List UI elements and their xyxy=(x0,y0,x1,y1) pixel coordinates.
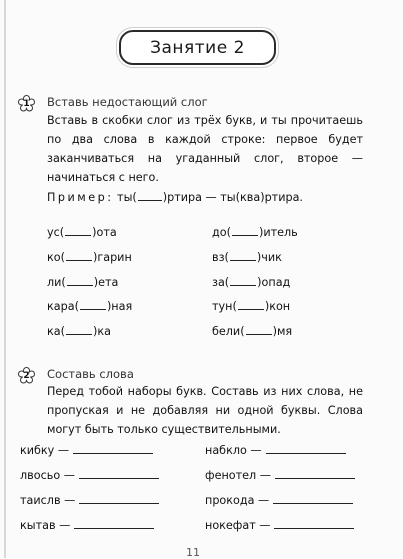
answer-line[interactable] xyxy=(273,493,353,504)
anagram-item: набкло — xyxy=(205,443,346,457)
answer-blank[interactable] xyxy=(230,275,256,286)
example-line xyxy=(47,189,303,204)
task-number-badge-2 xyxy=(18,367,35,384)
syllable-item: ка( )ка xyxy=(47,325,111,338)
answer-blank[interactable] xyxy=(230,250,256,261)
task-number-1: 1 xyxy=(23,98,30,109)
answer-blank[interactable] xyxy=(246,324,272,335)
syllable-item: тун( )кон xyxy=(212,300,291,313)
syllable-item: до( )итель xyxy=(212,226,298,239)
answer-blank[interactable] xyxy=(67,275,93,286)
answer-blank[interactable] xyxy=(80,299,106,310)
answer-line[interactable] xyxy=(266,443,346,454)
example-blank xyxy=(138,189,162,201)
answer-line[interactable] xyxy=(275,468,355,479)
example-mid: )ртира — ты( xyxy=(162,191,240,204)
example-first: ты( xyxy=(117,191,137,204)
page-edge xyxy=(4,0,6,558)
section-heading-missing-syllable: Вставь недостающий слог xyxy=(47,95,208,109)
answer-blank[interactable] xyxy=(238,299,264,310)
answer-line[interactable] xyxy=(79,493,159,504)
answer-blank[interactable] xyxy=(66,324,92,335)
example-end: )ртира. xyxy=(260,191,303,204)
answer-blank[interactable] xyxy=(65,225,91,236)
syllable-item: бели( )мя xyxy=(212,325,293,338)
anagram-item: лвосьо — xyxy=(20,468,159,482)
section1-instruction: Вставь в скобки слог из трёх букв, и ты прочитаешь по два слова в каждой строке: первое будет заканчиваться на угаданный слог, второе — начинаться с него. xyxy=(47,114,363,184)
answer-line[interactable] xyxy=(79,468,159,479)
example-label: Пример: xyxy=(47,191,114,204)
anagram-item: прокода — xyxy=(205,493,353,507)
answer-blank[interactable] xyxy=(232,225,258,236)
task-number-badge-1 xyxy=(18,95,35,112)
section-heading-make-words: Составь слова xyxy=(47,367,134,381)
syllable-item: ли( )ета xyxy=(47,276,119,289)
example-answer: ква xyxy=(240,191,261,204)
syllable-item: за( )опад xyxy=(212,276,291,289)
anagram-item: нокефат — xyxy=(205,518,354,532)
task-number-2: 2 xyxy=(23,370,30,381)
anagram-item: таислв — xyxy=(20,493,159,507)
syllable-item: вз( )чик xyxy=(212,251,282,264)
syllable-item: ко( )гарин xyxy=(47,251,132,264)
anagram-item: кибку — xyxy=(20,443,153,457)
syllable-item: ус( )ота xyxy=(47,226,117,239)
anagram-item: кытав — xyxy=(20,518,154,532)
page-title: Занятие 2 xyxy=(119,30,276,65)
answer-line[interactable] xyxy=(74,518,154,529)
answer-line[interactable] xyxy=(274,518,354,529)
answer-line[interactable] xyxy=(73,443,153,454)
syllable-item: кара( )ная xyxy=(47,300,133,313)
answer-blank[interactable] xyxy=(66,250,92,261)
anagram-item: фенотел — xyxy=(205,468,355,482)
page-number: 11 xyxy=(186,546,200,559)
section2-instruction: Перед тобой наборы букв. Составь из них слова, не пропуская и не добавляя ни одной буквы. Слова могут быть только существительными. xyxy=(47,385,363,436)
